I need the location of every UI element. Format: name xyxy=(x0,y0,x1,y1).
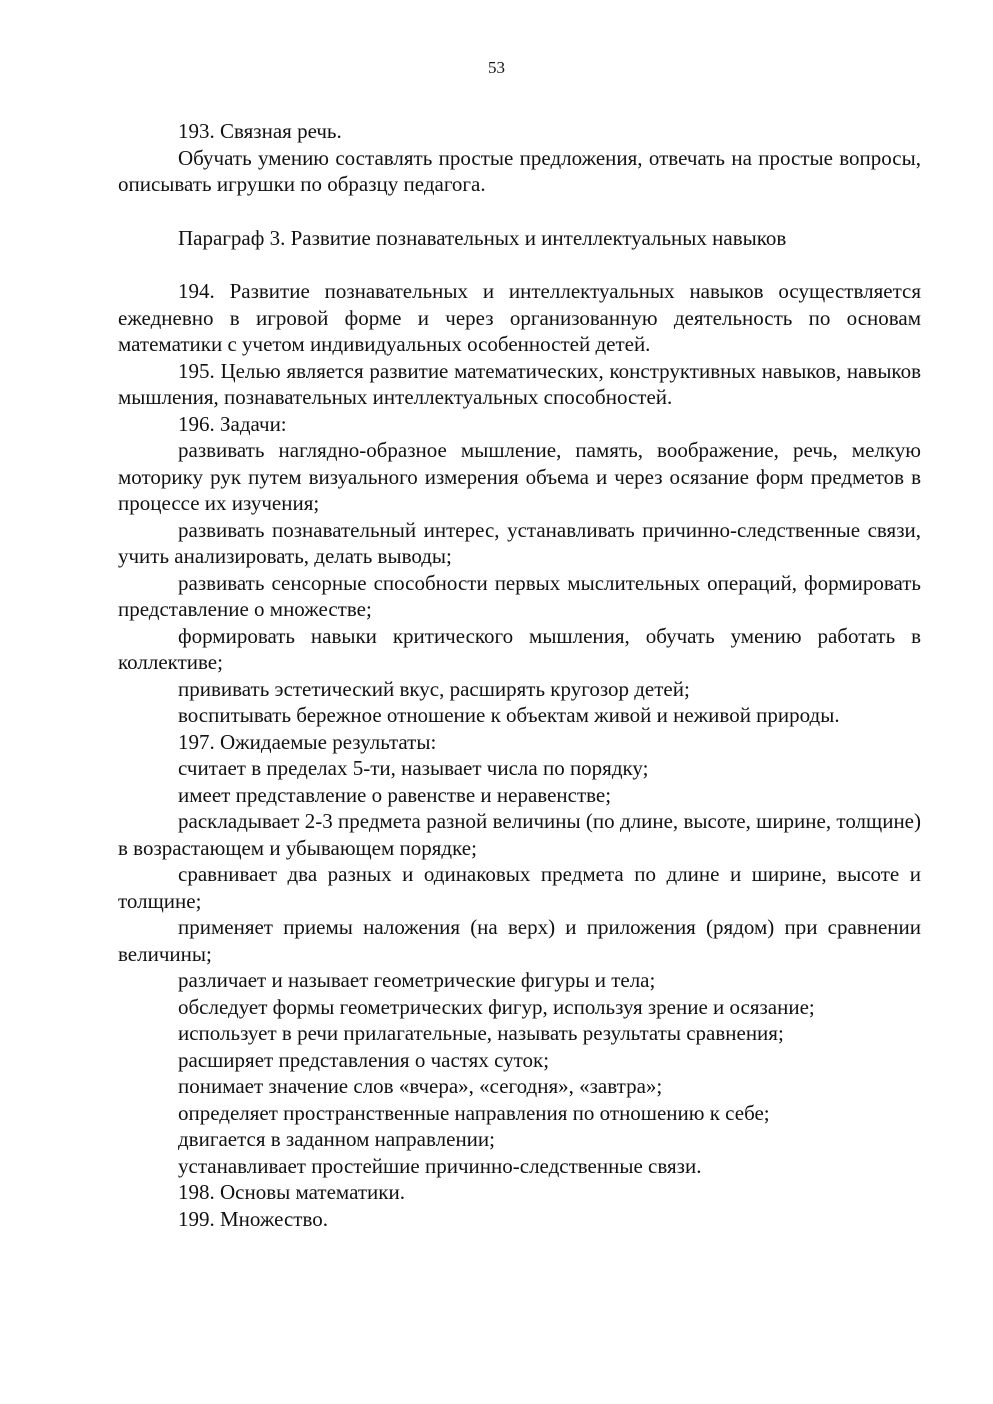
item-193-text: Обучать умению составлять простые предложения, отвечать на простые вопросы, описывать игрушки по образцу педагога. xyxy=(118,145,921,196)
task-item: прививать эстетический вкус, расширять кругозор детей; xyxy=(178,676,690,701)
result-item: различает и называет геометрические фигуры и тела; xyxy=(178,968,656,992)
item-196-heading: 196. Задачи: xyxy=(178,411,287,436)
item-199: 199. Множество. xyxy=(178,1206,328,1231)
document-body xyxy=(118,118,921,1232)
task-item: развивать наглядно-образное мышление, память, воображение, речь, мелкую моторику рук путем визуального измерения объема и через осязание форм предметов в процессе их изучения; xyxy=(118,438,921,515)
task-item: развивать сенсорные способности первых мыслительных операций, формировать представление о множестве; xyxy=(118,570,921,621)
result-item: расширяет представления о частях суток; xyxy=(178,1047,550,1072)
item-195: 195. Целью является развитие математических, конструктивных навыков, навыков мышления, познавательных интеллектуальных способностей. xyxy=(118,358,921,409)
item-197-heading: 197. Ожидаемые результаты: xyxy=(178,729,437,754)
item-194: 194. Развитие познавательных и интеллектуальных навыков осуществляется ежедневно в игровой форме и через организованную деятельность по основам математики с учетом индивидуальных особенностей детей. xyxy=(118,279,921,356)
result-item: раскладывает 2-3 предмета разной величины (по длине, высоте, ширине, толщине) в возрастающем и убывающем порядке; xyxy=(118,809,921,860)
item-198: 198. Основы математики. xyxy=(178,1180,405,1204)
section-heading: Параграф 3. Развитие познавательных и интеллектуальных навыков xyxy=(178,225,787,250)
item-193-heading: 193. Связная речь. xyxy=(178,119,342,143)
result-item: двигается в заданном направлении; xyxy=(178,1127,495,1151)
result-item: определяет пространственные направления по отношению к себе; xyxy=(178,1100,770,1125)
result-item: применяет приемы наложения (на верх) и приложения (рядом) при сравнении величины; xyxy=(118,915,921,966)
result-item: считает в пределах 5-ти, называет числа по порядку; xyxy=(178,756,649,780)
result-item: сравнивает два разных и одинаковых предмета по длине и ширине, высоте и толщине; xyxy=(118,862,921,913)
result-item: имеет представление о равенстве и неравенстве; xyxy=(178,782,612,807)
result-item: понимает значение слов «вчера», «сегодня», «завтра»; xyxy=(178,1074,663,1098)
task-item: формировать навыки критического мышления, обучать умению работать в коллективе; xyxy=(118,623,921,674)
result-item: устанавливает простейшие причинно-следственные связи. xyxy=(178,1153,702,1178)
task-item: развивать познавательный интерес, устанавливать причинно-следственные связи, учить анализировать, делать выводы; xyxy=(118,517,921,568)
page-number: 53 xyxy=(488,58,505,77)
result-item: использует в речи прилагательные, называть результаты сравнения; xyxy=(178,1021,784,1045)
result-item: обследует формы геометрических фигур, используя зрение и осязание; xyxy=(178,994,815,1019)
task-item: воспитывать бережное отношение к объектам живой и неживой природы. xyxy=(178,703,840,727)
